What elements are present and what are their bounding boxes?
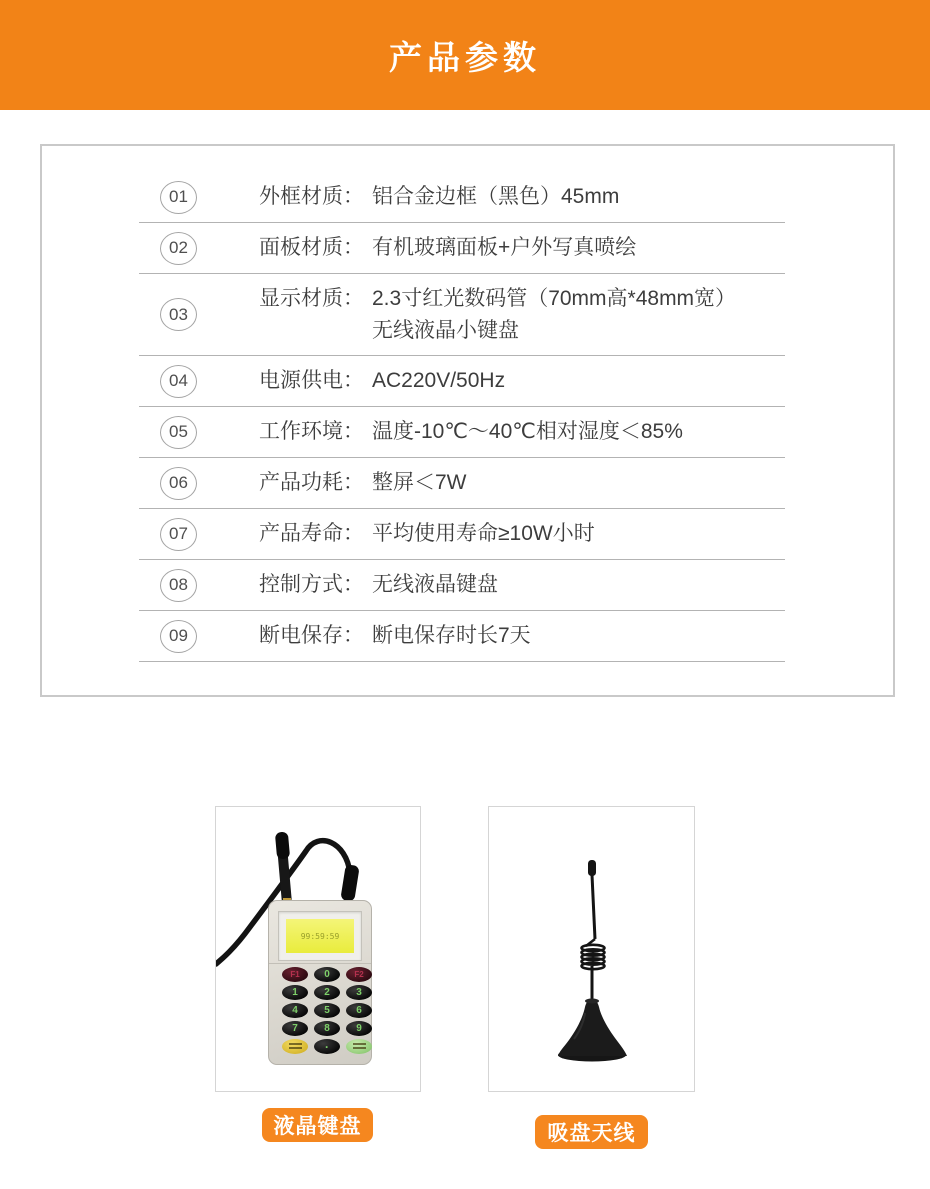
spec-label: 产品寿命： [259, 522, 364, 546]
lcd-frame [278, 911, 362, 961]
key-6: 6 [346, 1003, 372, 1018]
spec-value: 平均使用寿命≥10W小时 [372, 522, 595, 546]
key-1: 1 [282, 985, 308, 1000]
row-number-badge: 01 [160, 181, 197, 214]
spec-value: 无线液晶键盘 [372, 573, 498, 597]
key-2: 2 [314, 985, 340, 1000]
stub-antenna-cap [275, 831, 290, 859]
spec-label: 工作环境： [259, 420, 364, 444]
spec-row-content [259, 181, 619, 213]
key-f1: F1 [282, 967, 308, 982]
spec-value-line2: 无线液晶小键盘 [372, 318, 519, 342]
key-confirm [282, 1039, 308, 1054]
row-number-badge: 02 [160, 232, 197, 265]
spec-value: 整屏＜7W [372, 471, 467, 495]
keypad-product-image [215, 806, 421, 1092]
spec-label: 显示材质： [259, 287, 364, 310]
page-title: 产品参数 [389, 38, 541, 76]
spec-row-content [259, 518, 595, 550]
keypad-caption-badge: 液晶键盘 [262, 1108, 373, 1142]
key-9: 9 [346, 1021, 372, 1036]
spec-row-content [259, 620, 531, 652]
spec-row-05 [139, 407, 785, 458]
spec-table [40, 144, 895, 697]
spec-row-03 [139, 274, 785, 356]
spec-label: 产品功耗： [259, 471, 364, 495]
spec-row-content [259, 467, 467, 499]
spec-row-02 [139, 223, 785, 274]
spec-row-content [259, 569, 498, 601]
spec-row-01 [139, 172, 785, 223]
spec-row-07 [139, 509, 785, 560]
spec-label: 电源供电： [259, 369, 364, 393]
title-banner [0, 0, 930, 110]
key-0: 0 [314, 967, 340, 982]
key-8: 8 [314, 1021, 340, 1036]
spec-row-06 [139, 458, 785, 509]
row-number-badge: 08 [160, 569, 197, 602]
key-7: 7 [282, 1021, 308, 1036]
spec-row-08 [139, 560, 785, 611]
antenna-product-image [488, 806, 695, 1092]
body-seam [269, 963, 371, 964]
spec-row-04 [139, 356, 785, 407]
antenna-caption-badge: 吸盘天线 [535, 1115, 648, 1149]
row-number-badge: 05 [160, 416, 197, 449]
spec-row-content [259, 283, 736, 346]
spec-value: 2.3寸红光数码管（70mm高*48mm宽） [372, 287, 737, 310]
spec-row-content [259, 416, 683, 448]
spec-value: 温度-10℃～40℃相对湿度＜85% [372, 420, 683, 444]
spec-row-content [259, 365, 505, 397]
spec-value: 铝合金边框（黑色）45mm [372, 185, 620, 209]
key-f2: F2 [346, 967, 372, 982]
key-5: 5 [314, 1003, 340, 1018]
suction-antenna-illustration [489, 807, 696, 1093]
spec-label: 控制方式： [259, 573, 364, 597]
key-cancel [346, 1039, 372, 1054]
key-3: 3 [346, 985, 372, 1000]
key-dot: · [314, 1039, 340, 1054]
spec-label: 面板材质： [259, 236, 364, 260]
row-number-badge: 06 [160, 467, 197, 500]
row-number-badge: 09 [160, 620, 197, 653]
spec-row-09 [139, 611, 785, 662]
row-number-badge: 07 [160, 518, 197, 551]
spec-value: 断电保存时长7天 [372, 624, 531, 648]
spec-label: 外框材质： [259, 185, 364, 209]
spec-value: 有机玻璃面板+户外写真喷绘 [372, 236, 637, 260]
key-4: 4 [282, 1003, 308, 1018]
row-number-badge: 04 [160, 365, 197, 398]
spec-row-content [259, 232, 636, 264]
spec-label: 断电保存： [259, 624, 364, 648]
lcd-screen: 99:59:59 [286, 919, 354, 953]
keypad-device-body [268, 900, 372, 1065]
spec-value: AC220V/50Hz [372, 369, 506, 393]
keypad-keys [282, 967, 372, 1054]
spec-rows [139, 172, 785, 662]
row-number-badge: 03 [160, 298, 197, 331]
